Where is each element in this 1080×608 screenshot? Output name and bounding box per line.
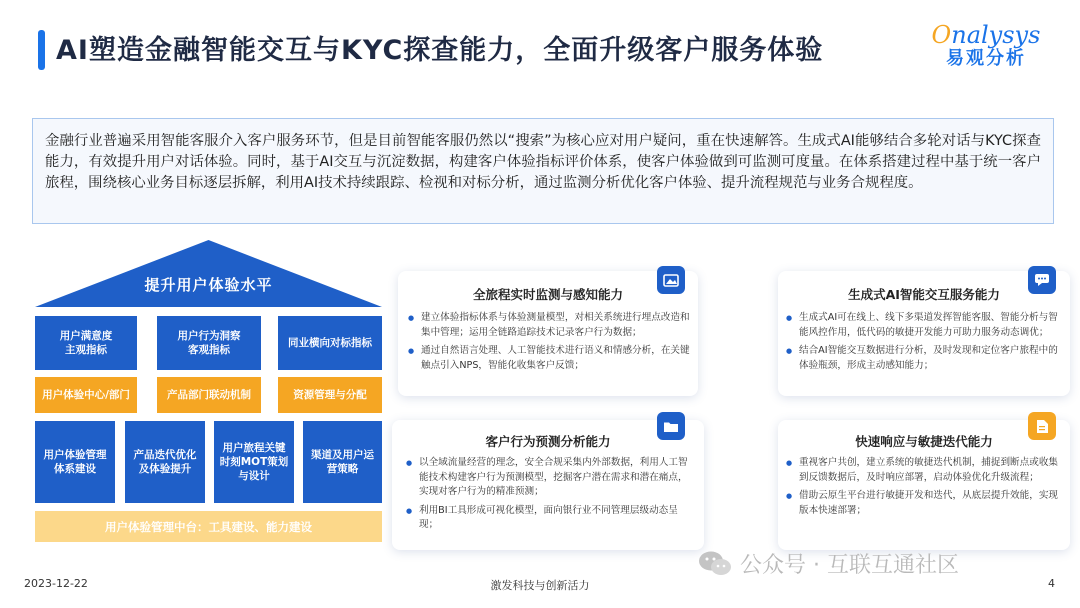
list-item: ● 利用BI工具形成可视化模型，面向银行业不同管理层级动态呈现； bbox=[406, 504, 694, 533]
wechat-icon bbox=[698, 550, 732, 578]
card-agile-iteration bbox=[778, 420, 1070, 550]
pillar-mot-design: 用户旅程关键 时刻MOT策划 与设计 bbox=[214, 421, 294, 503]
card-bullets bbox=[406, 456, 694, 537]
page-title: AI塑造金融智能交互与KYC探查能力，全面升级客户服务体验 bbox=[56, 35, 824, 66]
watermark bbox=[698, 548, 959, 579]
folder-icon bbox=[657, 412, 685, 440]
org-ux-center: 用户体验中心/部门 bbox=[35, 377, 137, 413]
list-item: ● 通过自然语言处理、人工智能技术进行语义和情感分析，在关键触点引入NPS，智能化收集客户反馈； bbox=[408, 344, 690, 373]
pillar-peer-benchmark: 同业横向对标指标 bbox=[278, 316, 382, 370]
card-title: 全旅程实时监测与感知能力 bbox=[472, 287, 623, 302]
logo-english: Onalysys bbox=[931, 21, 1041, 49]
roof-label: 提升用户体验水平 bbox=[144, 276, 273, 294]
pillar-ux-system: 用户体验管理 体系建设 bbox=[35, 421, 115, 503]
footer-slogan: 激发科技与创新活力 bbox=[490, 579, 590, 592]
title-accent-bar bbox=[38, 30, 45, 70]
org-resource-management: 资源管理与分配 bbox=[278, 377, 382, 413]
page-number: 4 bbox=[1048, 577, 1055, 590]
pillar-channel-operations: 渠道及用户运 营策略 bbox=[303, 421, 382, 503]
card-behavior-prediction bbox=[392, 420, 704, 550]
card-title: 快速响应与敏捷迭代能力 bbox=[855, 434, 993, 449]
house-foundation: 用户体验管理中台：工具建设、能力建设 bbox=[35, 511, 382, 542]
card-title: 生成式AI智能交互服务能力 bbox=[848, 287, 1000, 302]
list-item: ● 重视客户共创，建立系统的敏捷迭代机制，捕捉到断点或收集到反馈数据后，及时响应部署，启动体验优化升级流程； bbox=[786, 456, 1064, 485]
card-bullets bbox=[786, 456, 1064, 522]
list-item: ● 以全域流量经营的理念，安全合规采集内外部数据，利用人工智能技术构建客户行为预测模型，挖掘客户潜在需求和潜在痛点，实现对客户行为的精准预测； bbox=[406, 456, 694, 500]
card-genai-interaction bbox=[778, 271, 1070, 396]
list-item: ● 结合AI智能交互数据进行分析，及时发现和定位客户旅程中的体验瓶颈，形成主动感知能力； bbox=[786, 344, 1064, 373]
pillar-user-satisfaction: 用户满意度 主观指标 bbox=[35, 316, 137, 370]
card-bullets bbox=[408, 311, 690, 377]
card-title: 客户行为预测分析能力 bbox=[485, 434, 611, 449]
logo-chinese: 易观分析 bbox=[946, 48, 1026, 69]
list-item: ● 建立体验指标体系与体验测量模型，对相关系统进行埋点改造和集中管理；运用全链路追踪技术记录客户行为数据； bbox=[408, 311, 690, 340]
footer-date: 2023-12-22 bbox=[24, 577, 88, 590]
pillar-user-behavior: 用户行为洞察 客观指标 bbox=[157, 316, 261, 370]
intro-paragraph: 金融行业普遍采用智能客服介入客户服务环节，但是目前智能客服仍然以“搜索”为核心应对用户疑问，重在快速解答。生成式AI能够结合多轮对话与KYC探查能力，有效提升用户对话体验。同时，基于AI交互与沉淀数据，构建客户体验指标评价体系，使客户体验做到可监测可度量。在体系搭建过程中基于统一客户旅程，围绕核心业务目标逐层拆解，利用AI技术持续跟踪、检视和对标分析，通过监测分析优化客户体验、提升流程规范与业务合规程度。 bbox=[32, 118, 1054, 224]
analysys-logo bbox=[916, 22, 1056, 70]
document-icon bbox=[1028, 412, 1056, 440]
org-product-linkage: 产品部门联动机制 bbox=[157, 377, 261, 413]
card-journey-monitoring bbox=[398, 271, 698, 396]
list-item: ● 生成式AI可在线上、线下多渠道发挥智能客服、智能分析与智能风控作用，低代码的敏捷开发能力可助力服务动态调优； bbox=[786, 311, 1064, 340]
card-bullets bbox=[786, 311, 1064, 377]
image-icon bbox=[657, 266, 685, 294]
pillar-product-iteration: 产品迭代优化 及体验提升 bbox=[125, 421, 205, 503]
list-item: ● 借助云原生平台进行敏捷开发和迭代，从底层提升效能，实现版本快速部署； bbox=[786, 489, 1064, 518]
chat-icon bbox=[1028, 266, 1056, 294]
watermark-text: 公众号 · 互联互通社区 bbox=[740, 553, 959, 578]
